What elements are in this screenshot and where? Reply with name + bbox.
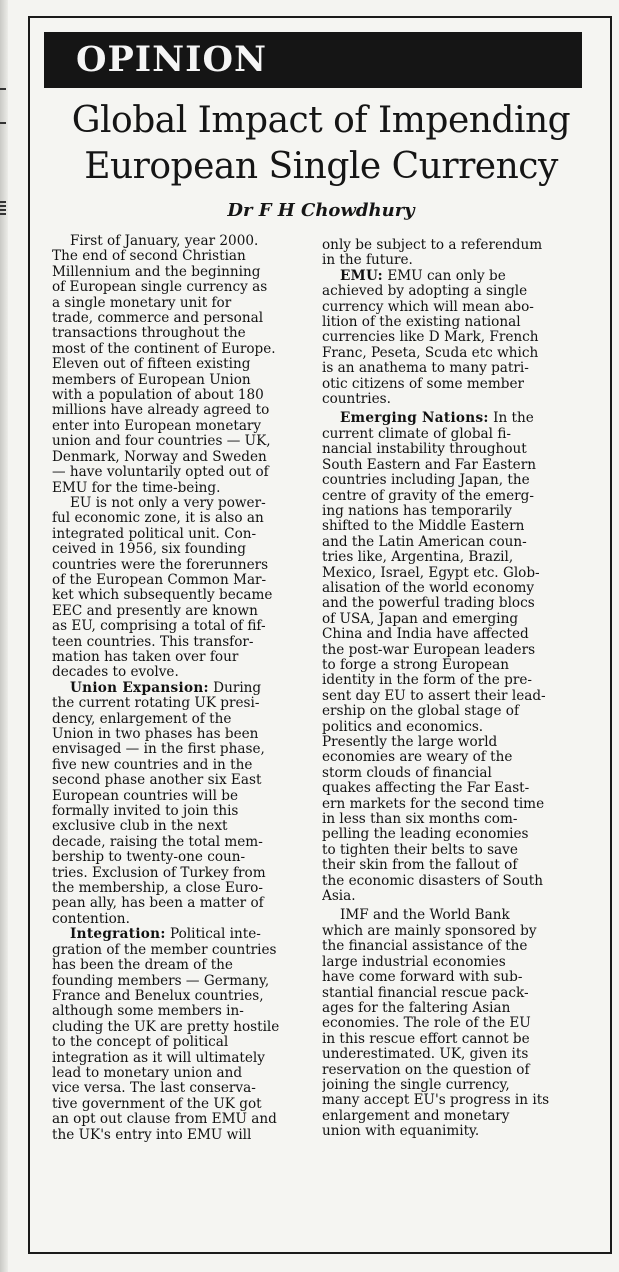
line-text: the current rotating UK presi- [52, 696, 260, 712]
line-text: enter into European monetary [52, 418, 262, 434]
line-text: although some members in- [52, 1004, 244, 1020]
text-line [322, 489, 592, 504]
text-line [322, 346, 592, 361]
text-line [322, 924, 592, 939]
text-line [322, 797, 592, 812]
line-text: ages for the faltering Asian [322, 1000, 511, 1016]
text-line [322, 377, 592, 392]
line-text: pean ally, has been a matter of [52, 896, 264, 912]
text-line [52, 280, 318, 295]
text-line [322, 1032, 592, 1047]
text-line [322, 596, 592, 611]
section-label: OPINION [76, 39, 268, 80]
line-text: as EU, comprising a total of fif- [52, 619, 266, 635]
text-line [52, 974, 318, 989]
text-line [52, 465, 318, 480]
line-text: integrated political unit. Con- [52, 526, 257, 542]
line-text: of European single currency as [52, 280, 268, 296]
line-text: underestimated. UK, given its [322, 1047, 529, 1063]
text-line [322, 1109, 592, 1124]
line-text: only be subject to a referendum [322, 238, 543, 253]
line-text: an opt out clause from EMU and [52, 1112, 277, 1128]
text-line [52, 881, 318, 896]
text-line [52, 558, 318, 573]
line-text: formally invited to join this [52, 804, 239, 820]
line-text: South Eastern and Far Eastern [322, 457, 536, 473]
text-line [52, 1112, 318, 1127]
line-text: many accept EU's progress in its [322, 1093, 550, 1109]
text-line [322, 955, 592, 970]
text-line [52, 989, 318, 1004]
line-text: have come forward with sub- [322, 970, 523, 986]
line-text: EEC and presently are known [52, 603, 258, 619]
line-text: ership on the global stage of [322, 704, 520, 720]
text-line [52, 635, 318, 650]
edge-mark [0, 213, 6, 215]
text-line [52, 326, 318, 341]
line-text: to forge a strong European [322, 657, 510, 673]
text-line [322, 766, 592, 781]
line-text: identity in the form of the pre- [322, 673, 533, 689]
text-line [322, 812, 592, 827]
text-line [322, 330, 592, 345]
text-line [52, 434, 318, 449]
line-text: a single monetary unit for [52, 295, 232, 311]
line-text: decade, raising the total mem- [52, 834, 263, 850]
headline-line-1: Global Impact of Impending [71, 100, 571, 141]
line-text: Denmark, Norway and Sweden [52, 449, 267, 465]
text-line [52, 496, 318, 511]
line-text: alisation of the world economy [322, 580, 535, 596]
subhead: Integration: [70, 927, 166, 943]
line-text: pelling the leading economies [322, 827, 529, 843]
text-line [52, 604, 318, 619]
line-text: economies. The role of the EU [322, 1016, 531, 1032]
text-line [52, 819, 318, 834]
line-text: has been the dream of the [52, 958, 233, 974]
line-text: shifted to the Middle Eastern [322, 519, 525, 535]
text-line [322, 843, 592, 858]
text-line [52, 388, 318, 403]
line-text: enlargement and monetary [322, 1108, 510, 1124]
line-text: union and four countries — UK, [52, 434, 271, 450]
line-text: joining the single currency, [322, 1077, 510, 1093]
line-text: lead to monetary union and [52, 1065, 243, 1081]
line-text: lition of the existing national [322, 315, 521, 331]
line-text: millions have already agreed to [52, 403, 270, 419]
line-text: the membership, a close Euro- [52, 881, 263, 897]
text-line [52, 1097, 318, 1112]
text-line [322, 458, 592, 473]
line-text: France and Benelux countries, [52, 988, 264, 1004]
article-column-right [322, 238, 592, 1140]
line-text: Mexico, Israel, Egypt etc. Glob- [322, 565, 540, 581]
text-line [322, 253, 592, 268]
line-text: envisaged — in the first phase, [52, 742, 265, 758]
line-text: to tighten their belts to save [322, 842, 518, 858]
line-text: ern markets for the second time [322, 796, 545, 812]
text-line [322, 361, 592, 376]
text-line [52, 1051, 318, 1066]
line-text: of USA, Japan and emerging [322, 611, 519, 627]
subhead: Union Expansion: [70, 680, 209, 696]
line-text: with a population of about 180 [52, 388, 264, 404]
edge-mark [0, 201, 6, 203]
text-line [52, 342, 318, 357]
text-line [52, 1128, 318, 1143]
line-text: First of January, year 2000. [70, 234, 259, 249]
text-line [52, 249, 318, 264]
line-text: sent day EU to assert their lead- [322, 688, 546, 704]
text-line [52, 712, 318, 727]
text-line [52, 357, 318, 372]
line-text: countries. [322, 392, 391, 408]
line-text: The end of second Christian [52, 249, 246, 265]
edge-mark [0, 209, 6, 211]
line-text: in less than six months com- [322, 812, 518, 828]
line-text: tive government of the UK got [52, 1096, 262, 1112]
line-text: of the European Common Mar- [52, 572, 267, 588]
line-text: Political inte- [165, 927, 261, 943]
line-text: large industrial economies [322, 954, 506, 970]
text-line [322, 504, 592, 519]
text-line [322, 535, 592, 550]
text-line [322, 970, 592, 985]
line-text: the financial assistance of the [322, 939, 528, 955]
line-text: to the concept of political [52, 1035, 229, 1051]
text-line [52, 1066, 318, 1081]
line-text: — have voluntarily opted out of [52, 465, 269, 481]
edge-mark [0, 122, 6, 124]
subhead: EMU: [340, 268, 383, 284]
text-line [322, 519, 592, 534]
text-line [322, 908, 592, 923]
line-text: most of the continent of Europe. [52, 341, 276, 357]
line-text: cluding the UK are pretty hostile [52, 1019, 280, 1035]
text-line [322, 581, 592, 596]
line-text: union with equanimity. [322, 1124, 480, 1140]
line-text: reservation on the question of [322, 1062, 530, 1078]
line-text: quakes affecting the Far East- [322, 781, 530, 797]
text-line [52, 958, 318, 973]
newspaper-clipping [28, 16, 612, 1254]
line-text: is an anathema to many patri- [322, 361, 529, 377]
byline: Dr F H Chowdhury [227, 200, 415, 221]
text-line [322, 750, 592, 765]
subhead: Emerging Nations: [340, 411, 489, 427]
line-text: EMU for the time-being. [52, 480, 221, 496]
text-line [322, 473, 592, 488]
text-line [322, 550, 592, 565]
line-text: currencies like D Mark, French [322, 330, 539, 346]
text-line [322, 735, 592, 750]
text-line [52, 804, 318, 819]
text-line [322, 427, 592, 442]
text-line [322, 284, 592, 299]
line-text: decades to evolve. [52, 665, 179, 681]
text-line [52, 681, 318, 696]
text-line [52, 943, 318, 958]
line-text: ceived in 1956, six founding [52, 542, 246, 558]
line-text: integration as it will ultimately [52, 1050, 265, 1066]
line-text: Millennium and the beginning [52, 264, 261, 280]
line-text: bership to twenty-one coun- [52, 850, 246, 866]
text-line [322, 1093, 592, 1108]
text-line [322, 689, 592, 704]
text-line [322, 411, 592, 426]
text-line [322, 269, 592, 284]
text-line [322, 238, 592, 253]
text-line [52, 896, 318, 911]
text-line [322, 1047, 592, 1062]
line-text: achieved by adopting a single [322, 284, 528, 300]
text-line [52, 450, 318, 465]
line-text: nancial instability throughout [322, 442, 527, 458]
line-text: Eleven out of fifteen existing [52, 357, 251, 373]
page-edge [0, 0, 8, 1272]
line-text: countries were the forerunners [52, 557, 269, 573]
text-line [52, 234, 318, 249]
line-text: trade, commerce and personal [52, 311, 264, 327]
line-text: centre of gravity of the emerg- [322, 488, 534, 504]
line-text: members of European Union [52, 372, 251, 388]
text-line [322, 315, 592, 330]
text-line [322, 827, 592, 842]
line-text: the economic disasters of South [322, 873, 543, 889]
line-text: In the [488, 411, 534, 427]
text-line [322, 658, 592, 673]
article-column-left [52, 234, 318, 1143]
text-line [322, 1016, 592, 1031]
text-line [52, 696, 318, 711]
text-line [322, 442, 592, 457]
line-text: countries including Japan, the [322, 473, 530, 489]
text-line [322, 889, 592, 904]
line-text: vice versa. The last conserva- [52, 1081, 256, 1097]
text-line [322, 566, 592, 581]
line-text: gration of the member countries [52, 942, 277, 958]
text-line [322, 300, 592, 315]
line-text: stantial financial rescue pack- [322, 985, 529, 1001]
line-text: During [208, 680, 262, 696]
line-text: EMU can only be [383, 268, 506, 284]
text-line [322, 1078, 592, 1093]
line-text: currency which will mean abo- [322, 299, 534, 315]
line-text: IMF and the World Bank [340, 908, 510, 924]
section-banner [44, 32, 582, 88]
line-text: tries. Exclusion of Turkey from [52, 865, 266, 881]
text-line [322, 986, 592, 1001]
line-text: their skin from the fallout of [322, 858, 518, 874]
text-line [52, 773, 318, 788]
line-text: in the future. [322, 253, 413, 269]
line-text: dency, enlargement of the [52, 711, 232, 727]
text-line [52, 912, 318, 927]
text-line [52, 511, 318, 526]
text-line [52, 311, 318, 326]
text-line [52, 403, 318, 418]
text-line [52, 481, 318, 496]
text-line [52, 650, 318, 665]
text-line [322, 939, 592, 954]
headline-line-2: European Single Currency [84, 146, 558, 187]
line-text: the post-war European leaders [322, 642, 536, 658]
line-text: second phase another six East [52, 773, 262, 789]
line-text: founding members — Germany, [52, 973, 270, 989]
line-text: and the powerful trading blocs [322, 596, 535, 612]
line-text: and the Latin American coun- [322, 534, 527, 550]
line-text: Franc, Peseta, Scuda etc which [322, 345, 539, 361]
text-line [52, 727, 318, 742]
line-text: ful economic zone, it is also an [52, 511, 264, 527]
line-text: economies are weary of the [322, 750, 513, 766]
line-text: China and India have affected [322, 627, 529, 643]
text-line [322, 643, 592, 658]
line-text: EU is not only a very power- [70, 495, 266, 511]
line-text: five new countries and in the [52, 757, 253, 773]
text-line [52, 850, 318, 865]
line-text: teen countries. This transfor- [52, 634, 254, 650]
line-text: European countries will be [52, 788, 238, 804]
text-line [52, 619, 318, 634]
line-text: Union in two phases has been [52, 727, 259, 742]
text-line [52, 1035, 318, 1050]
text-line [52, 527, 318, 542]
text-line [322, 612, 592, 627]
line-text: current climate of global fi- [322, 426, 511, 442]
text-line [52, 1081, 318, 1096]
text-line [322, 392, 592, 407]
text-line [52, 265, 318, 280]
line-text: Asia. [322, 889, 356, 905]
text-line [52, 542, 318, 557]
text-line [52, 742, 318, 757]
line-text: transactions throughout the [52, 326, 246, 342]
text-line [52, 927, 318, 942]
text-line [322, 704, 592, 719]
text-line [322, 1001, 592, 1016]
text-line [52, 866, 318, 881]
line-text: Presently the large world [322, 735, 498, 750]
text-line [52, 1020, 318, 1035]
edge-mark [0, 205, 6, 207]
text-line [52, 1004, 318, 1019]
text-line [322, 858, 592, 873]
line-text: tries like, Argentina, Brazil, [322, 550, 514, 566]
text-line [322, 874, 592, 889]
text-line [52, 588, 318, 603]
text-line [322, 1124, 592, 1139]
line-text: politics and economics. [322, 719, 484, 735]
line-text: contention. [52, 911, 130, 927]
text-line [52, 373, 318, 388]
text-line [52, 296, 318, 311]
line-text: mation has taken over four [52, 649, 239, 665]
line-text: which are mainly sponsored by [322, 923, 537, 939]
line-text: ket which subsequently became [52, 588, 273, 604]
text-line [52, 665, 318, 680]
text-line [52, 419, 318, 434]
text-line [52, 573, 318, 588]
text-line [322, 720, 592, 735]
text-line [52, 789, 318, 804]
line-text: storm clouds of financial [322, 765, 492, 781]
line-text: in this rescue effort cannot be [322, 1031, 530, 1047]
edge-mark [0, 88, 6, 90]
line-text: ing nations has temporarily [322, 503, 512, 519]
text-line [52, 835, 318, 850]
line-text: the UK's entry into EMU will [52, 1127, 252, 1143]
text-line [322, 673, 592, 688]
text-line [322, 627, 592, 642]
text-line [322, 781, 592, 796]
text-line [52, 758, 318, 773]
text-line [322, 1063, 592, 1078]
line-text: exclusive club in the next [52, 819, 228, 835]
line-text: otic citizens of some member [322, 376, 524, 392]
